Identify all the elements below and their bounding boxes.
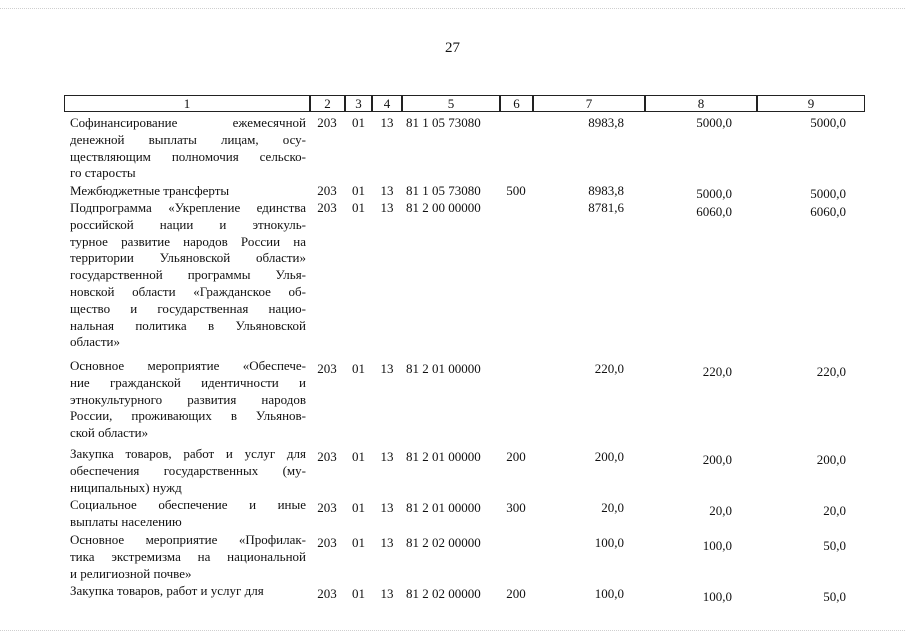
row-5-c5: 81 2 01 00000 [406,449,481,464]
row-6-c4: 13 [380,500,394,515]
row-7-c4: 13 [380,535,394,550]
row-8-name [70,583,306,600]
row-6-c9: 20,0 [823,503,846,518]
row-7-c2: 203 [317,535,337,550]
row-5-c6: 200 [506,449,526,464]
header-col-8: 8 [645,95,757,112]
row-3-c2: 203 [317,200,337,215]
row-5-c7: 200,0 [594,449,624,464]
row-3-name-line: турное развитие народов России на [70,233,306,249]
header-col-7: 7 [533,95,645,112]
row-6-name-line: выплаты населению [70,513,182,529]
row-8-c9: 50,0 [823,589,846,604]
row-4-c9: 220,0 [816,364,846,379]
scan-edge-bottom [0,630,905,632]
row-3-name-line: Подпрограмма «Укрепление единства [70,200,306,215]
row-6-c6: 300 [506,500,526,515]
header-col-3: 3 [345,95,372,112]
row-5-c4: 13 [380,449,394,464]
row-4-c8: 220,0 [702,364,732,379]
row-3-c4: 13 [380,200,394,215]
row-2-c4: 13 [380,183,394,198]
row-7-name-line: и религиозной почве» [70,565,192,581]
row-3-c9: 6060,0 [810,204,846,219]
row-4-name-line: Основное мероприятие «Обеспече- [70,358,306,373]
row-2-c9: 5000,0 [810,186,846,201]
row-4-name-line: ние гражданской идентичности и [70,374,306,390]
row-5-c2: 203 [317,449,337,464]
row-3-name-line: территории Ульяновской области» [70,250,306,266]
row-7-name-line: тика экстремизма на национальной [70,548,306,564]
row-5-c3: 01 [352,449,365,464]
row-8-c4: 13 [380,586,394,601]
row-4-c2: 203 [317,361,337,376]
row-2-c2: 203 [317,183,337,198]
row-7-c8: 100,0 [702,538,732,553]
row-6-c5: 81 2 01 00000 [406,500,481,515]
header-col-4: 4 [372,95,402,112]
row-6-c7: 20,0 [601,500,624,515]
row-5-c8: 200,0 [702,452,732,467]
row-1-name-line: Софинансирование ежемесячной [70,115,306,130]
row-3-name [70,200,306,351]
row-1-name-line: денежной выплаты лицам, осу- [70,131,306,147]
row-1-c4: 13 [380,115,394,130]
row-4-name-line: этнокультурного развития народов [70,391,306,407]
row-5-name-line: обеспечения государственных (му- [70,462,306,478]
row-7-name [70,532,306,582]
row-2-c3: 01 [352,183,365,198]
row-5-name [70,446,306,496]
row-3-name-line: российской нации и этнокуль- [70,216,306,232]
row-4-name-line: России, проживающих в Ульянов- [70,408,306,424]
row-4-c5: 81 2 01 00000 [406,361,481,376]
row-3-name-line: области» [70,334,120,350]
row-2-c6: 500 [506,183,526,198]
row-5-name-line: Закупка товаров, работ и услуг для [70,446,306,461]
row-7-name-line: Основное мероприятие «Профилак- [70,532,306,547]
row-8-c5: 81 2 02 00000 [406,586,481,601]
row-3-c5: 81 2 00 00000 [406,200,481,215]
row-2-c8: 5000,0 [696,186,732,201]
row-1-c2: 203 [317,115,337,130]
header-col-9: 9 [757,95,865,112]
row-8-name-line: Закупка товаров, работ и услуг для [70,583,264,598]
row-4-c7: 220,0 [594,361,624,376]
row-8-c3: 01 [352,586,365,601]
row-2-c7: 8983,8 [588,183,624,198]
row-2-name-line: Межбюджетные трансферты [70,183,230,198]
row-4-c4: 13 [380,361,394,376]
row-3-c8: 6060,0 [696,204,732,219]
row-7-c7: 100,0 [594,535,624,550]
row-1-c7: 8983,8 [588,115,624,130]
row-8-c6: 200 [506,586,526,601]
row-2-c5: 81 1 05 73080 [406,183,481,198]
row-4-name [70,358,306,442]
row-8-c8: 100,0 [702,589,732,604]
row-1-c9: 5000,0 [810,115,846,130]
row-6-c2: 203 [317,500,337,515]
row-6-c3: 01 [352,500,365,515]
header-col-5: 5 [402,95,500,112]
row-4-name-line: ской области» [70,425,149,441]
row-6-name-line: Социальное обеспечение и иные [70,497,306,512]
header-col-2: 2 [310,95,345,112]
row-3-name-line: новской области «Гражданское об- [70,283,306,299]
row-3-name-line: щество и государственная нацио- [70,300,306,316]
row-5-name-line: ниципальных) нужд [70,479,182,495]
row-2-name [70,183,306,200]
row-7-c5: 81 2 02 00000 [406,535,481,550]
row-3-name-line: государственной программы Улья- [70,267,306,283]
row-1-c8: 5000,0 [696,115,732,130]
row-6-name [70,497,306,531]
header-col-1: 1 [64,95,310,112]
row-1-c3: 01 [352,115,365,130]
row-8-c7: 100,0 [594,586,624,601]
row-6-c8: 20,0 [709,503,732,518]
header-col-6: 6 [500,95,533,112]
row-3-c3: 01 [352,200,365,215]
row-1-name [70,115,306,182]
row-3-name-line: нальная политика в Ульяновской [70,317,306,333]
row-1-c5: 81 1 05 73080 [406,115,481,130]
page-number: 27 [445,40,460,56]
scan-edge-top [0,8,905,10]
row-1-name-line: го старосты [70,165,136,181]
row-4-c3: 01 [352,361,365,376]
row-5-c9: 200,0 [816,452,846,467]
row-7-c9: 50,0 [823,538,846,553]
row-8-c2: 203 [317,586,337,601]
row-3-c7: 8781,6 [588,200,624,215]
row-1-name-line: ществляющим полномочия сельско- [70,148,306,164]
row-7-c3: 01 [352,535,365,550]
